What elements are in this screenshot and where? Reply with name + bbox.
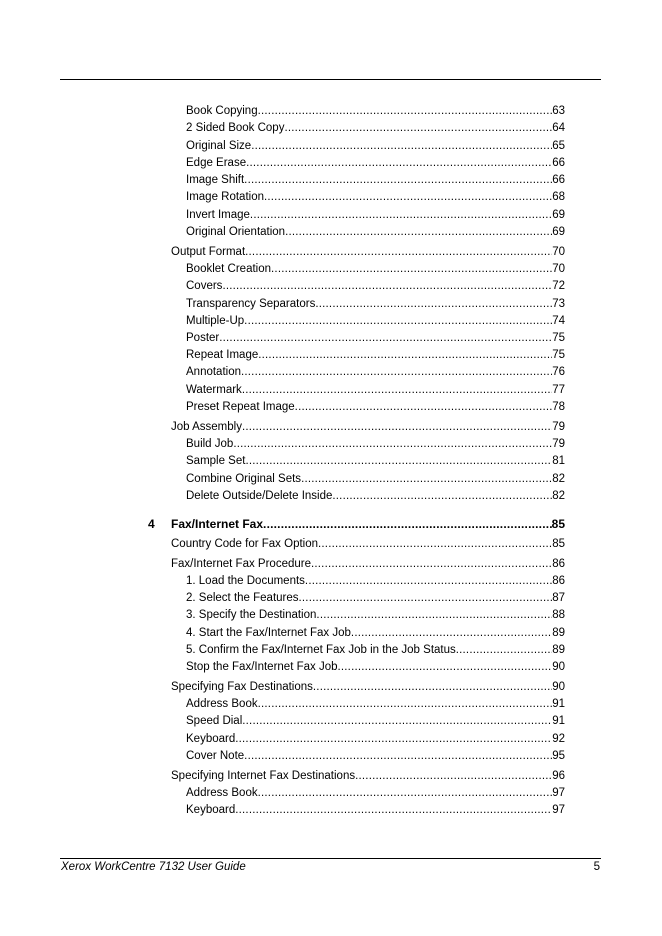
toc-entry-label: Watermark: [186, 384, 242, 396]
toc-entry[interactable]: [186, 732, 565, 746]
toc-entry-page: 96: [552, 770, 565, 782]
toc-entry-label: Build Job: [186, 438, 234, 450]
toc-entry-label: Delete Outside/Delete Inside: [186, 490, 333, 502]
toc-entry[interactable]: [186, 714, 565, 728]
toc-entry[interactable]: [186, 190, 565, 204]
toc-entry[interactable]: [186, 608, 565, 622]
dot-leader: [219, 331, 552, 345]
toc-entry-label: Speed Dial: [186, 715, 243, 727]
toc-entry-page: 89: [552, 627, 565, 639]
footer-title: Xerox WorkCentre 7132 User Guide: [61, 861, 246, 873]
toc-entry[interactable]: [186, 156, 565, 170]
toc-entry[interactable]: [171, 557, 565, 571]
toc-entry-page: 69: [552, 226, 565, 238]
toc-entry-page: 63: [552, 105, 565, 117]
dot-leader: [311, 557, 552, 571]
toc-entry-label: Address Book: [186, 787, 258, 799]
chapter-number: 4: [148, 517, 155, 531]
toc-entry-label: Book Copying: [186, 105, 258, 117]
toc-entry-label: Job Assembly: [171, 421, 242, 433]
toc-entry[interactable]: [186, 121, 565, 135]
dot-leader: [284, 121, 552, 135]
toc-entry-page: 68: [552, 191, 565, 203]
toc-entry-label: Preset Repeat Image: [186, 401, 295, 413]
toc-entry[interactable]: [171, 769, 565, 783]
toc-entry-label: Sample Set: [186, 455, 246, 467]
toc-entry-page: 95: [552, 750, 565, 762]
toc-entry-label: 2 Sided Book Copy: [186, 122, 285, 134]
dot-leader: [456, 643, 552, 657]
dot-leader: [222, 279, 552, 293]
toc-entry[interactable]: [186, 660, 565, 674]
toc-entry-page: 88: [552, 609, 565, 621]
toc-entry[interactable]: [171, 420, 565, 434]
toc-entry-page: 75: [552, 332, 565, 344]
toc-entry-page: 91: [552, 715, 565, 727]
toc-entry-page: 72: [552, 280, 565, 292]
dot-leader: [316, 608, 552, 622]
toc-entry-page: 82: [552, 473, 565, 485]
toc-entry-page: 70: [552, 263, 565, 275]
toc-entry-label: Country Code for Fax Option: [171, 538, 319, 550]
toc-entry[interactable]: [186, 331, 565, 345]
dot-leader: [299, 591, 553, 605]
toc-entry-label: Repeat Image: [186, 349, 259, 361]
toc-entry[interactable]: [186, 489, 565, 503]
toc-entry-label: Specifying Internet Fax Destinations: [171, 770, 356, 782]
toc-entry-label: Combine Original Sets: [186, 473, 302, 485]
toc-entry[interactable]: [186, 365, 565, 379]
dot-leader: [355, 769, 552, 783]
dot-leader: [251, 139, 552, 153]
toc-entry-label: 4. Start the Fax/Internet Fax Job: [186, 627, 351, 639]
dot-leader: [351, 626, 552, 640]
toc-entry-label: Edge Erase: [186, 157, 247, 169]
toc-entry-page: 92: [552, 733, 565, 745]
dot-leader: [242, 420, 552, 434]
toc-entry-page: 64: [552, 122, 565, 134]
toc-entry-label: Address Book: [186, 698, 258, 710]
toc-entry[interactable]: [186, 643, 565, 657]
toc-entry-label: Image Shift: [186, 174, 245, 186]
dot-leader: [235, 732, 552, 746]
toc-entry-page: 86: [552, 558, 565, 570]
toc-entry-page: 97: [552, 804, 565, 816]
toc-entry[interactable]: [186, 574, 565, 588]
toc-entry[interactable]: [171, 245, 565, 259]
toc-entry-page: 66: [552, 157, 565, 169]
dot-leader: [258, 697, 553, 711]
toc-entry-label: Fax/Internet Fax Procedure: [171, 558, 311, 570]
toc-entry-page: 87: [552, 592, 565, 604]
dot-leader: [245, 454, 552, 468]
toc-entry-label: Booklet Creation: [186, 263, 272, 275]
toc-entry-page: 85: [551, 517, 565, 531]
dot-leader: [338, 660, 553, 674]
dot-leader: [242, 383, 552, 397]
dot-leader: [258, 348, 552, 362]
toc-entry[interactable]: [186, 225, 565, 239]
toc-entry-page: 73: [552, 298, 565, 310]
toc-entry-page: 90: [552, 661, 565, 673]
toc-entry[interactable]: [171, 537, 565, 551]
dot-leader: [305, 574, 552, 588]
dot-leader: [233, 437, 552, 451]
dot-leader: [332, 489, 552, 503]
toc-entry-page: 81: [552, 455, 565, 467]
toc-entry-page: 78: [552, 401, 565, 413]
toc-entry[interactable]: [186, 139, 565, 153]
toc-entry[interactable]: [186, 626, 565, 640]
toc-entry[interactable]: [186, 591, 565, 605]
toc-entry-page: 69: [552, 209, 565, 221]
toc-entry-label: Original Size: [186, 140, 252, 152]
dot-leader: [263, 517, 552, 531]
toc-entry[interactable]: [186, 314, 565, 328]
toc-entry[interactable]: [186, 749, 565, 763]
toc-entry[interactable]: [186, 262, 565, 276]
footer-rule: [60, 858, 601, 859]
toc-entry-label: Keyboard: [186, 733, 236, 745]
toc-entry-label: Stop the Fax/Internet Fax Job: [186, 661, 338, 673]
toc-entry[interactable]: [186, 454, 565, 468]
toc-entry[interactable]: [186, 348, 565, 362]
toc-entry-label: Output Format: [171, 246, 246, 258]
toc-entry-label: Annotation: [186, 366, 241, 378]
toc-entry-page: 85: [552, 538, 565, 550]
toc-entry-page: 66: [552, 174, 565, 186]
toc-entry-label: Image Rotation: [186, 191, 264, 203]
toc-entry-page: 65: [552, 140, 565, 152]
toc-entry[interactable]: [186, 803, 565, 817]
toc-entry-label: Transparency Separators: [186, 298, 316, 310]
dot-leader: [258, 104, 553, 118]
toc-entry-label: Invert Image: [186, 209, 250, 221]
toc-entry-page: 70: [552, 246, 565, 258]
toc-entry[interactable]: [186, 297, 565, 311]
toc-entry-label: Poster: [186, 332, 220, 344]
dot-leader: [244, 314, 552, 328]
toc-entry[interactable]: [186, 383, 565, 397]
footer-page-number: 5: [593, 861, 600, 873]
dot-leader: [285, 225, 552, 239]
toc-entry-page: 86: [552, 575, 565, 587]
dot-leader: [250, 208, 552, 222]
dot-leader: [246, 156, 552, 170]
toc-entry-page: 74: [552, 315, 565, 327]
toc-entry-label: Fax/Internet Fax: [171, 517, 264, 531]
toc-entry[interactable]: [186, 279, 565, 293]
toc-entry[interactable]: [186, 437, 565, 451]
toc-entry-label: Multiple-Up: [186, 315, 245, 327]
toc-entry-label: Cover Note: [186, 750, 245, 762]
toc-entry-page: 89: [552, 644, 565, 656]
dot-leader: [258, 786, 553, 800]
dot-leader: [313, 680, 552, 694]
toc-entry[interactable]: [186, 208, 565, 222]
dot-leader: [245, 245, 552, 259]
toc-entry-label: Covers: [186, 280, 223, 292]
toc-entry-page: 77: [552, 384, 565, 396]
toc-entry-label: Keyboard: [186, 804, 236, 816]
toc-entry-label: 2. Select the Features: [186, 592, 299, 604]
dot-leader: [318, 537, 552, 551]
dot-leader: [295, 400, 553, 414]
toc-entry-page: 82: [552, 490, 565, 502]
toc-entry-page: 79: [552, 421, 565, 433]
dot-leader: [241, 365, 552, 379]
toc-entry-label: Specifying Fax Destinations: [171, 681, 313, 693]
dot-leader: [244, 749, 552, 763]
toc-chapter-entry[interactable]: [171, 517, 565, 531]
dot-leader: [264, 190, 552, 204]
dot-leader: [301, 472, 552, 486]
toc-entry-page: 79: [552, 438, 565, 450]
dot-leader: [244, 173, 552, 187]
toc-entry-page: 76: [552, 366, 565, 378]
toc-entry[interactable]: [186, 786, 565, 800]
toc-entry[interactable]: [186, 104, 565, 118]
dot-leader: [242, 714, 552, 728]
toc-entry[interactable]: [186, 173, 565, 187]
toc-entry-label: 5. Confirm the Fax/Internet Fax Job in the Job Status: [186, 644, 456, 656]
toc-entry-page: 75: [552, 349, 565, 361]
dot-leader: [235, 803, 552, 817]
toc-entry-label: 1. Load the Documents: [186, 575, 305, 587]
dot-leader: [271, 262, 552, 276]
toc-entry-page: 91: [552, 698, 565, 710]
toc-entry[interactable]: [171, 680, 565, 694]
dot-leader: [315, 297, 552, 311]
toc-entry-label: 3. Specify the Destination: [186, 609, 317, 621]
header-rule: [60, 79, 601, 80]
toc-entry-page: 90: [552, 681, 565, 693]
toc-entry[interactable]: [186, 400, 565, 414]
toc-entry-label: Original Orientation: [186, 226, 286, 238]
toc-entry[interactable]: [186, 472, 565, 486]
toc-entry[interactable]: [186, 697, 565, 711]
toc-entry-page: 97: [552, 787, 565, 799]
